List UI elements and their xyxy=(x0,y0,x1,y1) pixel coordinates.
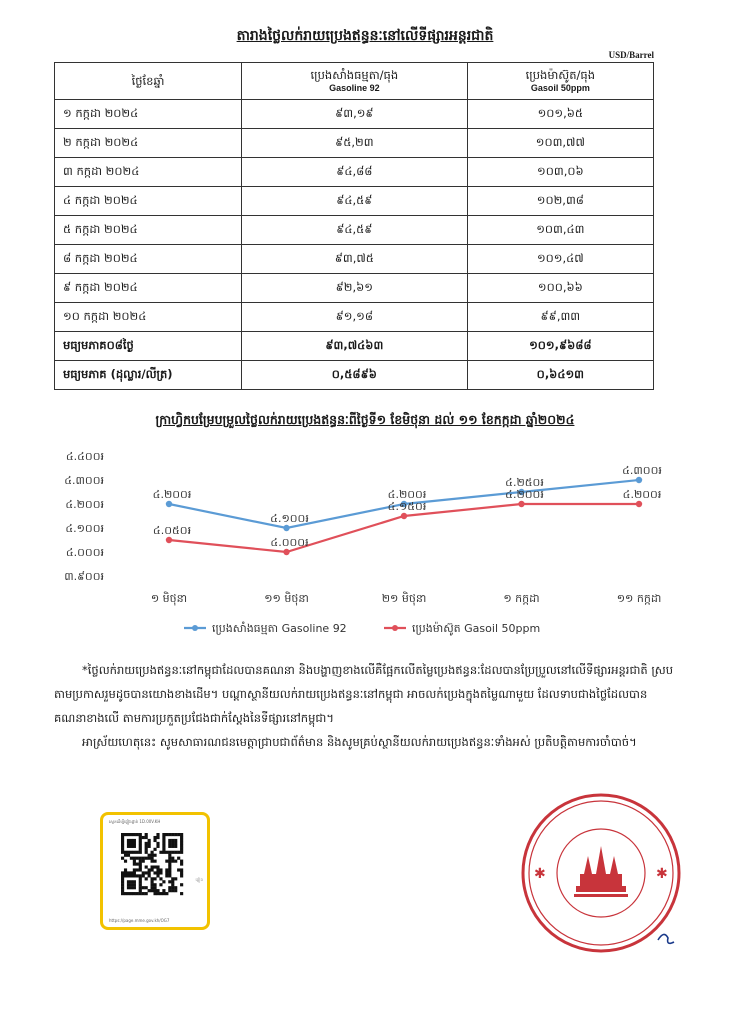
table-row xyxy=(55,187,654,216)
y-tick-label: ៤.៣០០៛ xyxy=(64,474,104,487)
data-point xyxy=(283,525,289,531)
data-label: ៤.២០០៛ xyxy=(622,488,662,501)
cell-gasoil: ១០១,៤៧ xyxy=(467,245,653,274)
header-gasoil-km: ប្រេងម៉ាស៊ូត/ធុង xyxy=(525,68,596,83)
qr-top-text: ស្កេនដើម្បីផ្ទៀងផ្ទាត់ 1D.00V.KH xyxy=(109,819,161,824)
cell-gasoil: ១០៣,៤៣ xyxy=(467,216,653,245)
legend-label: ប្រេងម៉ាស៊ូត Gasoil 50ppm xyxy=(412,622,541,635)
legend-marker xyxy=(192,625,198,631)
table-row xyxy=(55,129,654,158)
x-tick-label: ១ មិថុនា xyxy=(150,592,188,605)
cell-gasoline: ៩២,៦១ xyxy=(242,274,468,303)
cell-gasoline: ៩៤,៥៩ xyxy=(242,216,468,245)
data-label: ៤.១០០៛ xyxy=(270,512,309,525)
document-title: តារាងថ្លៃលក់រាយប្រេងឥន្ធនៈនៅលើទីផ្សារអន្តរជាតិ xyxy=(236,28,494,44)
x-tick-label: ២១ មិថុនា xyxy=(381,592,427,605)
cell-gasoline: ៩៥,២៣ xyxy=(242,129,468,158)
data-label: ៤.៣០០៛ xyxy=(622,464,662,477)
x-tick-label: ១ កក្កដា xyxy=(503,592,540,605)
data-label: ៤.០៥០៛ xyxy=(152,524,192,537)
qr-bottom-text: https://page.mme.gov.kh/OG7 xyxy=(109,918,170,923)
cell-avg-gasoil: ១០១,៩៦៨៨ xyxy=(467,332,653,361)
cell-avg-gasoline: ០,៥៨៩៦ xyxy=(242,361,468,390)
y-tick-label: ៤.២០០៛ xyxy=(65,498,104,511)
data-point xyxy=(518,501,524,507)
cell-gasoil: ១០០,៦៦ xyxy=(467,274,653,303)
official-seal-icon xyxy=(518,790,684,956)
header-gasoline-en: Gasoline 92 xyxy=(329,82,380,93)
average-row xyxy=(55,361,654,390)
cell-gasoil: ១០២,៣៨ xyxy=(467,187,653,216)
data-label: ៤.២៥០៛ xyxy=(505,476,544,489)
header-date: ថ្ងៃខែឆ្នាំ xyxy=(55,63,242,100)
average-row xyxy=(55,332,654,361)
table-header-row xyxy=(55,63,654,100)
y-tick-label: ៤.១០០៛ xyxy=(65,522,104,535)
qr-code-icon[interactable] xyxy=(121,833,183,895)
cell-date: ២ កក្កដា ២០២៤ xyxy=(55,129,242,158)
cell-gasoline: ៩៤,៥៩ xyxy=(242,187,468,216)
cell-gasoil: ៩៩,៣៣ xyxy=(467,303,653,332)
cell-gasoline: ៩១,១៨ xyxy=(242,303,468,332)
cell-date: ១ កក្កដា ២០២៤ xyxy=(55,100,242,129)
legend-marker xyxy=(392,625,398,631)
notes xyxy=(54,658,674,754)
header-gasoil xyxy=(467,63,653,100)
cell-avg-label: មធ្យមភាគ០៨ថ្ងៃ xyxy=(55,332,242,361)
y-tick-label: ៤.៤០០៛ xyxy=(65,450,104,463)
x-tick-label: ១១ កក្កដា xyxy=(616,592,662,605)
cell-gasoline: ៩៣,១៩ xyxy=(242,100,468,129)
data-point xyxy=(283,549,289,555)
data-point xyxy=(636,477,642,483)
note-paragraph-1: *ថ្លៃលក់រាយប្រេងឥន្ធនៈនៅកម្ពុជាដែលបានគណនា និងបង្ហាញខាងលើគឺផ្អែកលើតម្លៃប្រេងឥន្ធនៈដែលបានប្រែប្រួលនៅលើទីផ្សារអន្តរជាតិ ស្របតាមប្រកាសរួមដូចបានយោងខាងដើម។ បណ្តាស្ថានីយលក់រាយប្រេងឥន្ធនៈនៅកម្ពុជា អាចលក់ប្រេងក្នុងតម្លៃណាមួយ ដែលទាបជាងថ្លៃដែលបានគណនាខាងលើ តាមការប្រកួតប្រជែងជាក់ស្តែងនៃទីផ្សារនៅកម្ពុជា។ xyxy=(54,663,674,725)
header-gasoline-km: ប្រេងសាំងធម្មតា/ធុង xyxy=(310,68,399,83)
data-label: ៤.១៥០៛ xyxy=(387,500,427,513)
cell-gasoil: ១០៣,០៦ xyxy=(467,158,653,187)
cell-gasoil: ១០៣,៧៧ xyxy=(467,129,653,158)
chart-svg xyxy=(54,436,662,646)
data-label: ៤.២០០៛ xyxy=(505,488,544,501)
cell-date: ៣ កក្កដា ២០២៤ xyxy=(55,158,242,187)
cell-date: ៨ កក្កដា ២០២៤ xyxy=(55,245,242,274)
cell-avg-gasoil: ០,៦៤១៣ xyxy=(467,361,653,390)
note-paragraph-2: អាស្រ័យហេតុនេះ សូមសាធារណជនមេត្តាជ្រាបជាព័ត៌មាន និងសូមគ្រប់ស្ថានីយលក់រាយប្រេងឥន្ធនៈទាំងអស់ ប្រតិបត្តិតាមការចាំបាច់។ xyxy=(82,735,637,749)
header-gasoline xyxy=(242,63,468,100)
legend-label: ប្រេងសាំងធម្មតា Gasoline 92 xyxy=(212,622,347,635)
cell-date: ៤ កក្កដា ២០២៤ xyxy=(55,187,242,216)
table-row xyxy=(55,158,654,187)
chart-title: ក្រាហ្វិកបម្រែបម្រួលថ្លៃលក់រាយប្រេងឥន្ធនៈពីថ្ងៃទី១ ខែមិថុនា ដល់ ១១ ខែកក្កដា ឆ្នាំ២០២៤ xyxy=(155,412,575,427)
data-label: ៤.០០០៛ xyxy=(270,536,309,549)
data-point xyxy=(166,537,172,543)
header-gasoil-en: Gasoil 50ppm xyxy=(530,82,590,93)
data-point xyxy=(166,501,172,507)
unit-label: USD/Barrel xyxy=(608,50,654,60)
table-row xyxy=(55,274,654,303)
cell-gasoline: ៩៣,៧៥ xyxy=(242,245,468,274)
data-label: ៤.២០០៛ xyxy=(152,488,192,501)
cell-avg-label: មធ្យមភាគ (ដុល្លារ/លីត្រ) xyxy=(55,361,242,390)
qr-verification-card[interactable] xyxy=(100,812,210,930)
cell-date: ១០ កក្កដា ២០២៤ xyxy=(55,303,242,332)
data-point xyxy=(636,501,642,507)
table-row xyxy=(55,100,654,129)
table-row xyxy=(55,216,654,245)
svg-text:✱: ✱ xyxy=(656,866,668,882)
table-row xyxy=(55,245,654,274)
qr-side-text: ផ្ទៀង xyxy=(195,877,203,882)
price-chart xyxy=(54,436,662,646)
cell-gasoline: ៩៤,៨៨ xyxy=(242,158,468,187)
cell-avg-gasoline: ៩៣,៧៤៦៣ xyxy=(242,332,468,361)
y-tick-label: ៣.៩០០៛ xyxy=(64,570,104,583)
table-row xyxy=(55,303,654,332)
cell-date: ៩ កក្កដា ២០២៤ xyxy=(55,274,242,303)
cell-gasoil: ១០១,៦៥ xyxy=(467,100,653,129)
x-tick-label: ១១ មិថុនា xyxy=(264,592,309,605)
y-tick-label: ៤.០០០៛ xyxy=(65,546,104,559)
cell-date: ៥ កក្កដា ២០២៤ xyxy=(55,216,242,245)
price-table xyxy=(54,62,654,390)
data-point xyxy=(401,513,407,519)
data-label: ៤.២០០៛ xyxy=(387,488,427,501)
svg-text:✱: ✱ xyxy=(534,866,546,882)
